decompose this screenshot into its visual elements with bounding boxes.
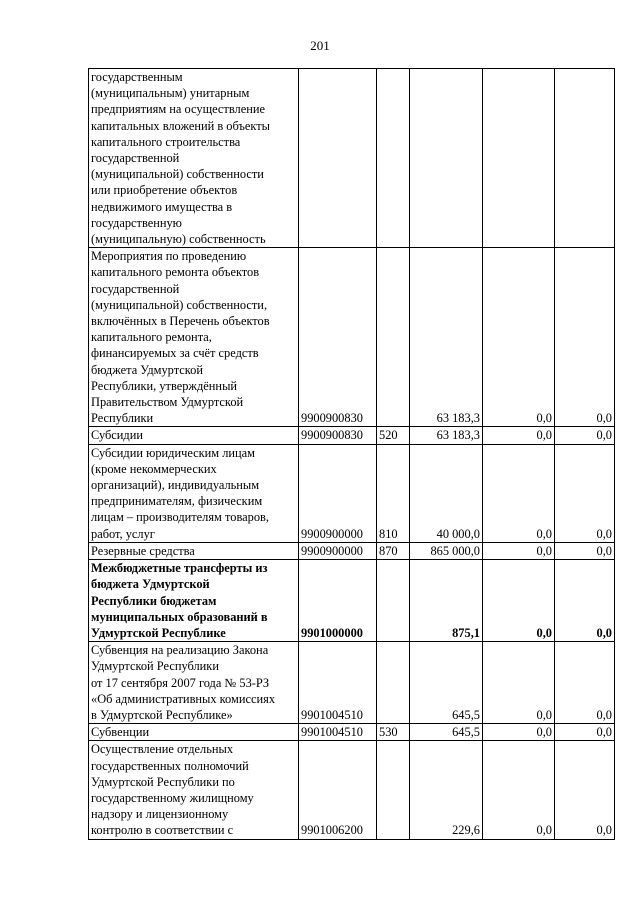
row-name-cell xyxy=(89,427,299,444)
row-year2-cell: 0,0 xyxy=(483,642,555,724)
row-amount-cell: 875,1 xyxy=(410,560,483,642)
table-row xyxy=(89,741,615,839)
row-year3-cell: 0,0 xyxy=(555,724,615,741)
row-name-text: Субвенции xyxy=(91,725,150,740)
row-name-text: Субсидии xyxy=(91,428,143,443)
table-row xyxy=(89,542,615,559)
row-year3-cell: 0,0 xyxy=(555,741,615,839)
row-year3-cell: 0,0 xyxy=(555,560,615,642)
row-year2-cell: 0,0 xyxy=(483,741,555,839)
row-year2-cell: 0,0 xyxy=(483,724,555,741)
row-amount-cell: 63 183,3 xyxy=(410,427,483,444)
row-name-cell xyxy=(89,741,299,839)
table-row xyxy=(89,69,615,248)
table-row xyxy=(89,248,615,427)
row-type-cell: 520 xyxy=(377,427,410,444)
row-year3-cell: 0,0 xyxy=(555,427,615,444)
table-row xyxy=(89,427,615,444)
row-year2-cell: 0,0 xyxy=(483,560,555,642)
row-name-text: Мероприятия по проведению капитального ремонта объектов государственной (муниципальной) собственности, включённых в Перечень объектов капитального ремонта, финансируемых за счёт средств бюджета Удмуртской Республики, утверждённый Правительством Удмуртской Республики xyxy=(91,249,270,426)
row-type-cell xyxy=(377,741,410,839)
row-name-cell xyxy=(89,560,299,642)
row-name-cell xyxy=(89,248,299,427)
row-type-cell xyxy=(377,642,410,724)
table-row xyxy=(89,444,615,542)
row-name-cell xyxy=(89,542,299,559)
budget-table-body xyxy=(89,69,615,840)
row-name-cell xyxy=(89,642,299,724)
row-name-text: Субвенция на реализацию Закона Удмуртской Республики от 17 сентября 2007 года № 53-РЗ «Об административных комиссиях в Удмуртской Республике» xyxy=(91,643,276,722)
row-type-cell xyxy=(377,560,410,642)
row-name-cell xyxy=(89,444,299,542)
row-type-cell xyxy=(377,69,410,248)
budget-table xyxy=(88,68,615,840)
row-code-cell: 9900900000 xyxy=(299,444,377,542)
row-type-cell: 810 xyxy=(377,444,410,542)
row-name-cell xyxy=(89,724,299,741)
row-amount-cell xyxy=(410,69,483,248)
page-number: 201 xyxy=(310,38,330,53)
row-code-cell: 9900900830 xyxy=(299,427,377,444)
row-year3-cell: 0,0 xyxy=(555,642,615,724)
row-code-cell: 9901004510 xyxy=(299,724,377,741)
row-code-cell: 9901004510 xyxy=(299,642,377,724)
row-name-text: Субсидии юридическим лицам (кроме некоммерческих организаций), индивидуальным предпринимателям, физическим лицам – производителям товаров, работ, услуг xyxy=(91,445,269,541)
row-code-cell: 9900900830 xyxy=(299,248,377,427)
row-type-cell: 530 xyxy=(377,724,410,741)
row-year2-cell: 0,0 xyxy=(483,427,555,444)
row-amount-cell: 63 183,3 xyxy=(410,248,483,427)
row-type-cell xyxy=(377,248,410,427)
row-year3-cell: 0,0 xyxy=(555,248,615,427)
row-type-cell: 870 xyxy=(377,542,410,559)
row-year2-cell: 0,0 xyxy=(483,444,555,542)
row-year3-cell: 0,0 xyxy=(555,542,615,559)
row-name-cell xyxy=(89,69,299,248)
row-amount-cell: 645,5 xyxy=(410,642,483,724)
row-code-cell: 9901006200 xyxy=(299,741,377,839)
row-name-text: Осуществление отдельных государственных полномочий Удмуртской Республики по государственному жилищному надзору и лицензионному контролю в соответствии с xyxy=(91,742,254,838)
row-code-cell: 9901000000 xyxy=(299,560,377,642)
row-name-text: Межбюджетные трансферты из бюджета Удмуртской Республики бюджетам муниципальных образований в Удмуртской Республике xyxy=(91,561,268,640)
row-amount-cell: 645,5 xyxy=(410,724,483,741)
row-year2-cell: 0,0 xyxy=(483,248,555,427)
row-code-cell: 9900900000 xyxy=(299,542,377,559)
row-year3-cell xyxy=(555,69,615,248)
row-amount-cell: 40 000,0 xyxy=(410,444,483,542)
row-name-text: государственным (муниципальным) унитарным предприятиям на осуществление капитальных вложений в объекты капитального строительства государственной (муниципальной) собственности или приобретение объектов недвижимого имущества в государственную (муниципальную) собственность xyxy=(91,70,270,247)
row-name-text: Резервные средства xyxy=(91,543,195,558)
row-code-cell xyxy=(299,69,377,248)
row-year2-cell xyxy=(483,69,555,248)
row-amount-cell: 865 000,0 xyxy=(410,542,483,559)
table-row xyxy=(89,560,615,642)
row-amount-cell: 229,6 xyxy=(410,741,483,839)
row-year2-cell: 0,0 xyxy=(483,542,555,559)
row-year3-cell: 0,0 xyxy=(555,444,615,542)
table-row xyxy=(89,642,615,724)
table-row xyxy=(89,724,615,741)
